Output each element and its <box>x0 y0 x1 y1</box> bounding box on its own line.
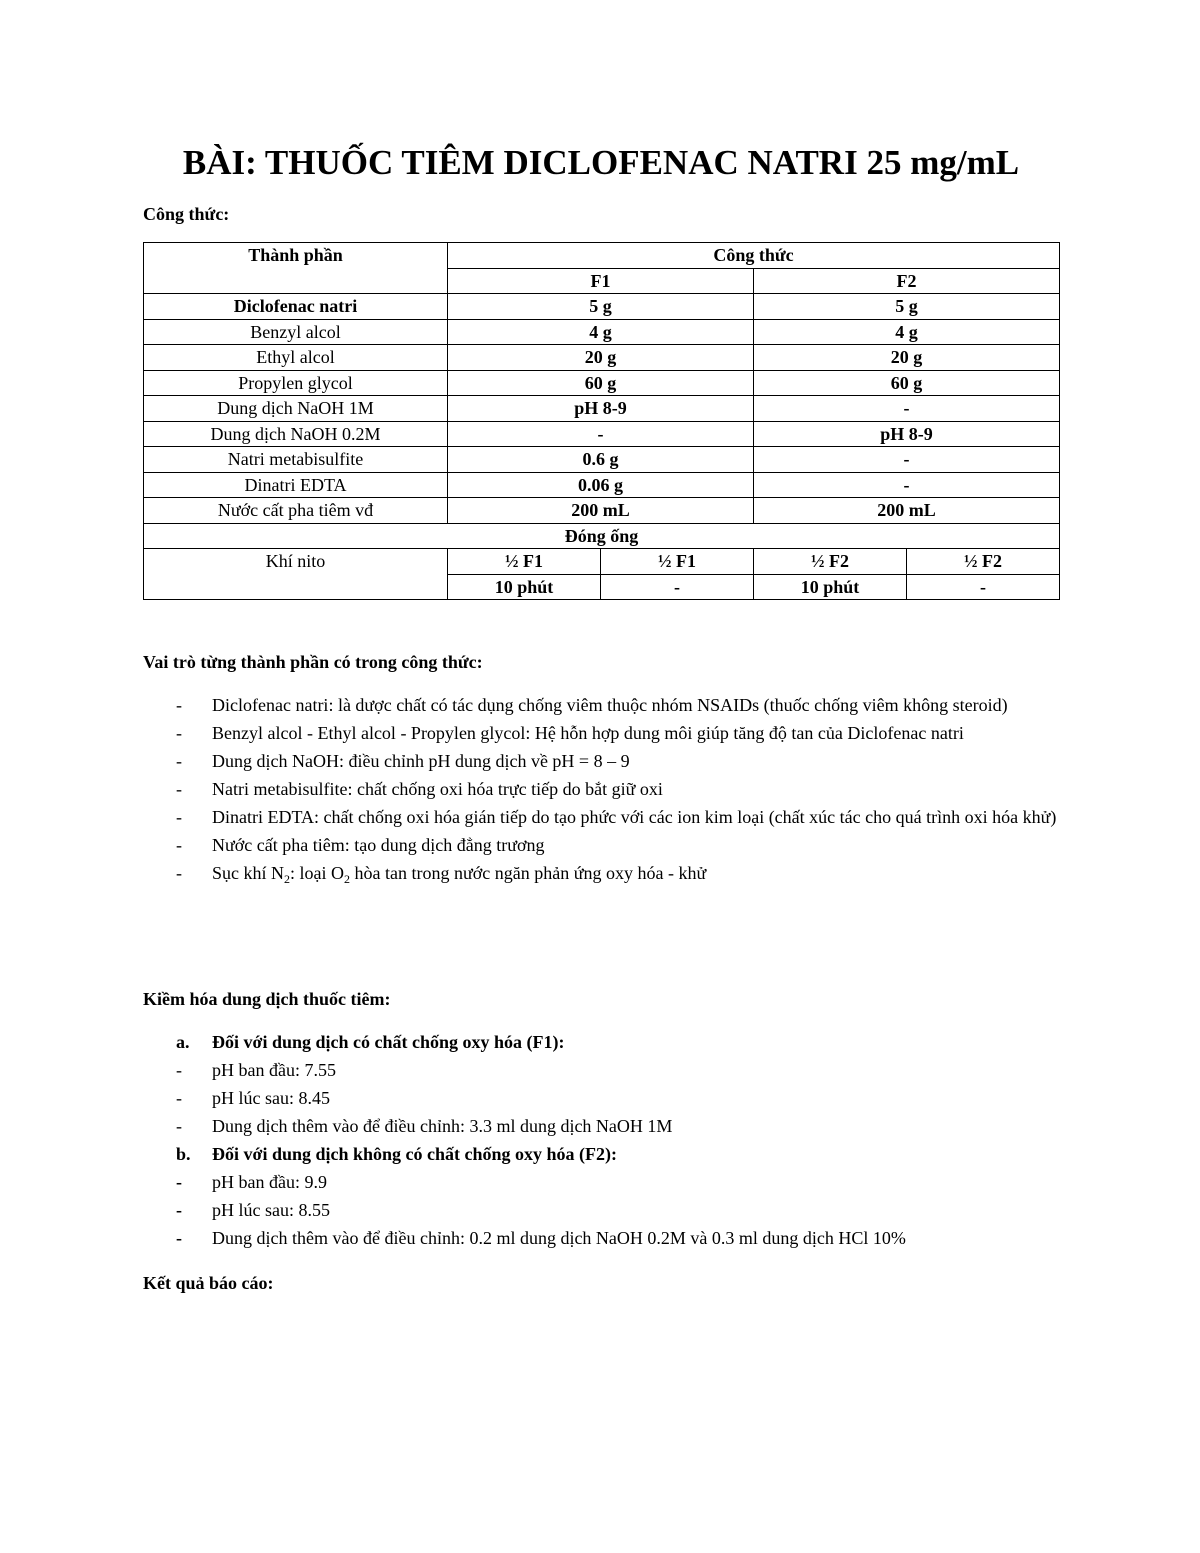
component-name: Diclofenac natri <box>144 294 448 320</box>
list-item-text: Diclofenac natri: là dược chất có tác dụng chống viêm thuộc nhóm NSAIDs (thuốc chống viêm không steroid) <box>212 695 1008 715</box>
dash-marker: - <box>176 807 182 827</box>
list-item <box>143 1112 1059 1140</box>
f2-value: 4 g <box>754 319 1060 345</box>
component-name: Propylen glycol <box>144 370 448 396</box>
list-item-text: pH lúc sau: 8.55 <box>212 1200 330 1220</box>
f1-value: 4 g <box>448 319 754 345</box>
alkalize-heading: Kiềm hóa dung dịch thuốc tiêm: <box>143 989 391 1009</box>
dash-marker: - <box>176 779 182 799</box>
subsection-title: Đối với dung dịch có chất chống oxy hóa (F1): <box>212 1032 565 1052</box>
subsection-a-heading <box>143 1028 1059 1056</box>
subscript: 2 <box>284 872 290 886</box>
list-item-text: : loại O <box>290 863 344 883</box>
list-item <box>143 1084 1059 1112</box>
list-item-text: Dung dịch NaOH: điều chỉnh pH dung dịch về pH = 8 – 9 <box>212 751 630 771</box>
gas-header-row <box>144 549 1060 575</box>
component-name: Dung dịch NaOH 1M <box>144 396 448 422</box>
dash-marker: - <box>176 1116 182 1136</box>
gas-header: ½ F2 <box>754 549 907 575</box>
alkalize-list <box>143 1028 1059 1252</box>
list-item-text: Dung dịch thêm vào để điều chỉnh: 0.2 ml dung dịch NaOH 0.2M và 0.3 ml dung dịch HCl 10% <box>212 1228 906 1248</box>
component-name: Benzyl alcol <box>144 319 448 345</box>
header-f1: F1 <box>448 268 754 294</box>
f2-value: - <box>754 447 1060 473</box>
list-item <box>143 775 1059 803</box>
gas-value: - <box>907 574 1060 600</box>
component-name: Dung dịch NaOH 0.2M <box>144 421 448 447</box>
dash-marker: - <box>176 751 182 771</box>
page-title: BÀI: THUỐC TIÊM DICLOFENAC NATRI 25 mg/mL <box>182 143 1020 182</box>
dash-marker: - <box>176 1228 182 1248</box>
table-header-row <box>144 243 1060 269</box>
table-row <box>144 294 1060 320</box>
f1-value: 5 g <box>448 294 754 320</box>
subsection-title: Đối với dung dịch không có chất chống oxy hóa (F2): <box>212 1144 618 1164</box>
gas-header: ½ F1 <box>601 549 754 575</box>
gas-label: Khí nito <box>144 549 448 600</box>
f1-value: 200 mL <box>448 498 754 524</box>
table-row <box>144 447 1060 473</box>
gas-value: 10 phút <box>754 574 907 600</box>
list-item-text: Dinatri EDTA: chất chống oxi hóa gián tiếp do tạo phức với các ion kim loại (chất xúc tác cho quá trình oxi hóa khử) <box>212 807 1057 827</box>
list-item-text: Sục khí N <box>212 863 284 883</box>
f2-value: - <box>754 396 1060 422</box>
f1-value: - <box>448 421 754 447</box>
header-formula: Công thức <box>448 243 1060 269</box>
dash-marker: - <box>176 1088 182 1108</box>
f2-value: 60 g <box>754 370 1060 396</box>
list-item <box>143 1196 1059 1224</box>
dash-marker: - <box>176 695 182 715</box>
packaging-label: Đóng ống <box>144 523 1060 549</box>
formula-table <box>143 242 1060 600</box>
header-component: Thành phần <box>144 243 448 294</box>
component-name: Ethyl alcol <box>144 345 448 371</box>
component-name: Dinatri EDTA <box>144 472 448 498</box>
list-item <box>143 1168 1059 1196</box>
table-row <box>144 472 1060 498</box>
list-item-text: Dung dịch thêm vào để điều chỉnh: 3.3 ml dung dịch NaOH 1M <box>212 1116 673 1136</box>
f2-value: pH 8-9 <box>754 421 1060 447</box>
result-heading: Kết quả báo cáo: <box>143 1273 274 1293</box>
list-item-text: pH lúc sau: 8.45 <box>212 1088 330 1108</box>
roles-list <box>143 691 1059 887</box>
list-item-text: Natri metabisulfite: chất chống oxi hóa trực tiếp do bắt giữ oxi <box>212 779 663 799</box>
dash-marker: - <box>176 1172 182 1192</box>
list-item-text: pH ban đầu: 9.9 <box>212 1172 327 1192</box>
roles-heading: Vai trò từng thành phần có trong công thức: <box>143 652 483 672</box>
header-f2: F2 <box>754 268 1060 294</box>
list-item-text: hòa tan trong nước ngăn phản ứng oxy hóa - khử <box>350 863 707 883</box>
dash-marker: - <box>176 723 182 743</box>
component-name: Natri metabisulfite <box>144 447 448 473</box>
list-item <box>143 1224 1059 1252</box>
formula-label: Công thức: <box>143 204 230 224</box>
f2-value: - <box>754 472 1060 498</box>
table-row <box>144 319 1060 345</box>
table-row <box>144 421 1060 447</box>
list-item-text: Nước cất pha tiêm: tạo dung dịch đẳng trương <box>212 835 545 855</box>
list-item-text: pH ban đầu: 7.55 <box>212 1060 336 1080</box>
dash-marker: - <box>176 835 182 855</box>
f1-value: 60 g <box>448 370 754 396</box>
f2-value: 20 g <box>754 345 1060 371</box>
list-item <box>143 747 1059 775</box>
f2-value: 5 g <box>754 294 1060 320</box>
subscript: 2 <box>344 872 350 886</box>
letter-marker: b. <box>176 1144 191 1164</box>
subsection-b-heading <box>143 1140 1059 1168</box>
dash-marker: - <box>176 1060 182 1080</box>
list-item <box>143 719 1059 747</box>
list-item <box>143 1056 1059 1084</box>
gas-value: - <box>601 574 754 600</box>
table-row <box>144 345 1060 371</box>
table-row <box>144 498 1060 524</box>
gas-header: ½ F2 <box>907 549 1060 575</box>
f1-value: pH 8-9 <box>448 396 754 422</box>
list-item <box>143 859 1059 887</box>
packaging-row <box>144 523 1060 549</box>
list-item <box>143 691 1059 719</box>
f1-value: 20 g <box>448 345 754 371</box>
f1-value: 0.6 g <box>448 447 754 473</box>
letter-marker: a. <box>176 1032 190 1052</box>
table-row <box>144 396 1060 422</box>
table-row <box>144 370 1060 396</box>
dash-marker: - <box>176 863 182 883</box>
f2-value: 200 mL <box>754 498 1060 524</box>
gas-header: ½ F1 <box>448 549 601 575</box>
list-item <box>143 831 1059 859</box>
component-name: Nước cất pha tiêm vđ <box>144 498 448 524</box>
f1-value: 0.06 g <box>448 472 754 498</box>
gas-value: 10 phút <box>448 574 601 600</box>
list-item <box>143 803 1059 831</box>
dash-marker: - <box>176 1200 182 1220</box>
list-item-text: Benzyl alcol - Ethyl alcol - Propylen glycol: Hệ hỗn hợp dung môi giúp tăng độ tan của Diclofenac natri <box>212 723 964 743</box>
